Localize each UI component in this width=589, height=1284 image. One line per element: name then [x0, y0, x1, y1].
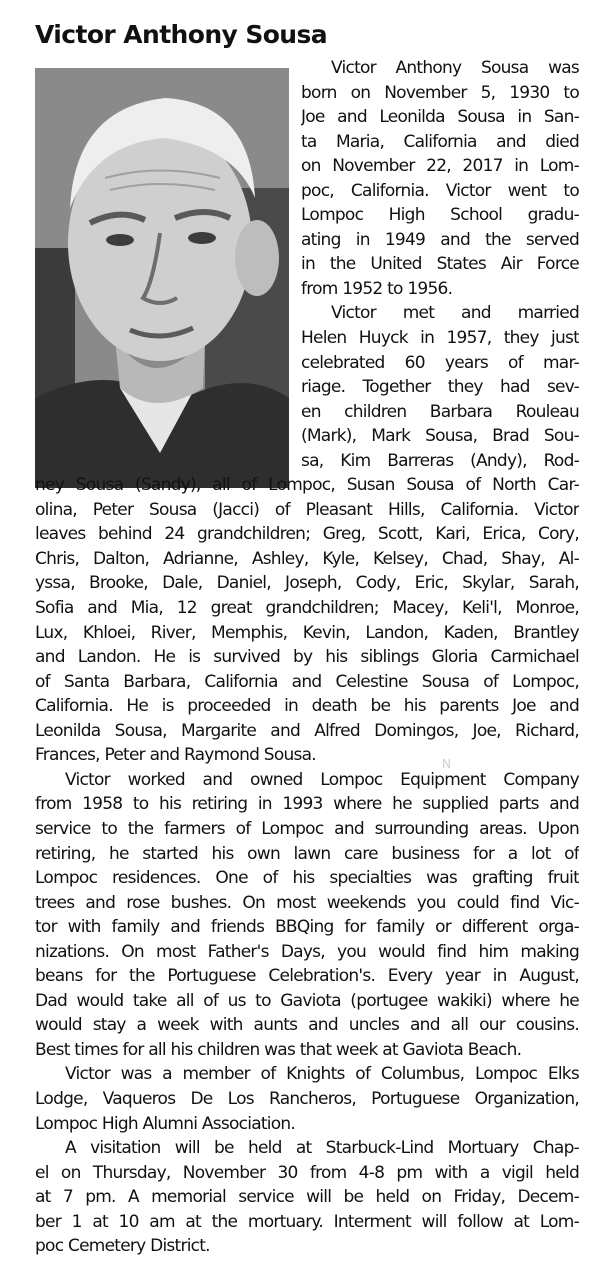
text-line: Victor worked and owned Lompoc Equipment Company: [65, 769, 579, 790]
text-line: ta Maria, California and died: [301, 131, 579, 152]
text-line: Dad would take all of us to Gaviota (portugee wakiki) where he: [35, 990, 579, 1011]
text-line: at 7 pm. A memorial service will be held on Friday, Decem-: [35, 1187, 579, 1208]
text-line: born on November 5, 1930 to: [301, 82, 579, 103]
text-line: Lompoc High Alumni Association.: [35, 1113, 296, 1134]
text-line: from 1952 to 1956.: [301, 278, 453, 299]
text-line: olina, Peter Sousa (Jacci) of Pleasant Hills, California. Victor: [35, 499, 579, 520]
text-line: ber 1 at 10 am at the mortuary. Interment will follow at Lom-: [35, 1211, 579, 1232]
text-line: Leonilda Sousa, Margarite and Alfred Domingos, Joe, Richard,: [35, 720, 579, 741]
text-line: el on Thursday, November 30 from 4-8 pm with a vigil held: [35, 1162, 579, 1183]
text-line: California. He is proceeded in death be his parents Joe and: [35, 696, 579, 717]
text-line: Sofia and Mia, 12 great grandchildren; Macey, Keli'l, Monroe,: [35, 598, 579, 619]
text-line: on November 22, 2017 in Lom-: [301, 156, 579, 177]
text-line: Best times for all his children was that week at Gaviota Beach.: [35, 1039, 522, 1060]
obituary-title: Victor Anthony Sousa: [35, 20, 328, 49]
text-line: en children Barbara Rouleau: [301, 401, 579, 422]
text-line: poc, California. Victor went to: [301, 180, 579, 201]
text-line: Lompoc High School gradu-: [301, 205, 579, 226]
text-line: riage. Together they had sev-: [301, 377, 579, 398]
text-line: Lompoc residences. One of his specialties was grafting fruit: [35, 868, 579, 889]
text-line: leaves behind 24 grandchildren; Greg, Scott, Kari, Erica, Cory,: [35, 524, 579, 545]
text-line: yssa, Brooke, Dale, Daniel, Joseph, Cody, Eric, Skylar, Sarah,: [35, 573, 579, 594]
text-line: service to the farmers of Lompoc and surrounding areas. Upon: [35, 818, 579, 839]
text-line: Chris, Dalton, Adrianne, Ashley, Kyle, Kelsey, Chad, Shay, Al-: [35, 548, 579, 569]
text-line: and Landon. He is survived by his siblings Gloria Carmichael: [35, 647, 579, 668]
text-line: ney Sousa (Sandy), all of Lompoc, Susan Sousa of North Car-: [35, 475, 579, 496]
text-line: of Santa Barbara, California and Celestine Sousa of Lompoc,: [35, 671, 579, 692]
text-line: Lux, Khloei, River, Memphis, Kevin, Landon, Kaden, Brantley: [35, 622, 579, 643]
text-line: tor with family and friends BBQing for family or different orga-: [35, 917, 579, 938]
scan-artifact-mark: N: [442, 757, 451, 771]
text-line: trees and rose bushes. On most weekends you could find Vic-: [35, 892, 579, 913]
text-line: Victor was a member of Knights of Columbus, Lompoc Elks: [65, 1064, 579, 1085]
text-line: Victor Anthony Sousa was: [331, 58, 579, 78]
text-line: A visitation will be held at Starbuck-Lind Mortuary Chap-: [65, 1138, 579, 1159]
text-line: ating in 1949 and the served: [301, 229, 579, 250]
text-line: Victor met and married: [331, 303, 579, 324]
text-line: Helen Huyck in 1957, they just: [301, 328, 579, 349]
text-line: celebrated 60 years of mar-: [301, 352, 579, 373]
text-line: Frances, Peter and Raymond Sousa.: [35, 745, 316, 766]
text-line: retiring, he started his own lawn care business for a lot of: [35, 843, 579, 864]
text-line: beans for the Portuguese Celebration's. Every year in August,: [35, 966, 579, 987]
text-line: sa, Kim Barreras (Andy), Rod-: [301, 450, 579, 471]
text-line: Joe and Leonilda Sousa in San-: [301, 107, 579, 128]
text-line: Lodge, Vaqueros De Los Rancheros, Portuguese Organization,: [35, 1088, 579, 1109]
text-line: nizations. On most Father's Days, you would find him making: [35, 941, 579, 962]
text-line: would stay a week with aunts and uncles and all our cousins.: [35, 1015, 579, 1036]
obituary-body: [35, 56, 579, 1259]
text-line: (Mark), Mark Sousa, Brad Sou-: [301, 426, 579, 447]
text-line: from 1958 to his retiring in 1993 where he supplied parts and: [35, 794, 579, 815]
text-line: poc Cemetery District.: [35, 1236, 210, 1257]
text-line: in the United States Air Force: [301, 254, 579, 275]
